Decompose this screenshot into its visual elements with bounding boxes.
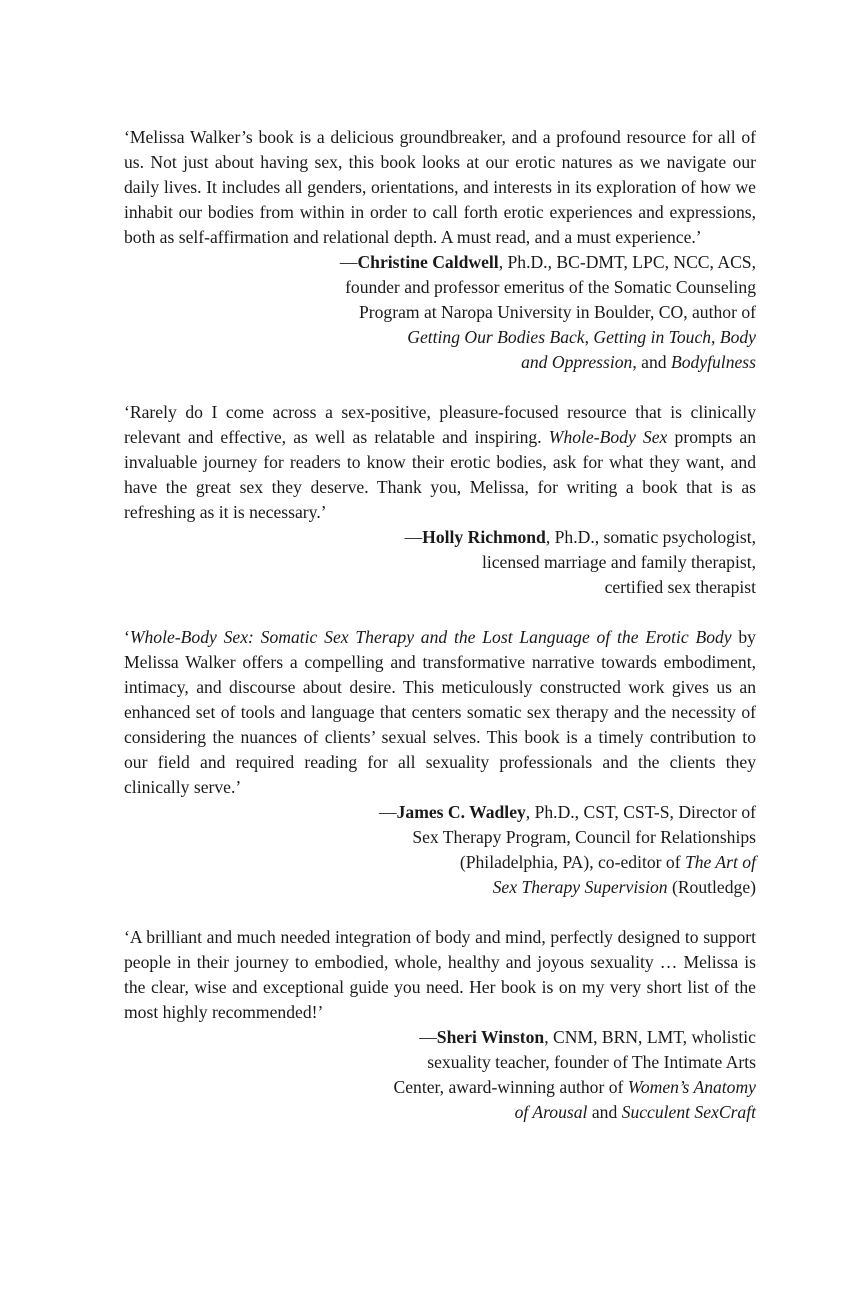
attribution-line: (Philadelphia, PA), co-editor of The Art of [459, 852, 756, 872]
book-title: Getting in Touch [593, 327, 712, 347]
endorsements-page [124, 125, 756, 1150]
book-title: Women’s Anatomy [627, 1077, 756, 1097]
attribution-books: Getting Our Bodies Back, Getting in Touch, Body [407, 327, 756, 347]
endorser-name: Christine Caldwell [357, 252, 499, 272]
attribution-books: of Arousal and Succulent SexCraft [514, 1102, 756, 1122]
book-title: Whole-Body Sex [548, 427, 668, 447]
endorsement-wadley [124, 625, 756, 900]
attribution-line: licensed marriage and family therapist, [481, 552, 756, 572]
attribution-line: founder and professor emeritus of the Somatic Counseling [345, 277, 756, 297]
attribution-line: sexuality teacher, founder of The Intimate Arts [427, 1052, 756, 1072]
endorsement-winston [124, 925, 756, 1125]
endorser-name: Sheri Winston [436, 1027, 545, 1047]
book-title: Whole-Body Sex: Somatic Sex Therapy and the Lost Language of the Erotic Body [129, 627, 732, 647]
attribution-line: Program at Naropa University in Boulder, CO, author of [358, 302, 756, 322]
book-title: and Oppression [521, 352, 633, 372]
endorsement-attribution: —Christine Caldwell, Ph.D., BC-DMT, LPC, NCC, ACS, [339, 252, 756, 272]
attribution-line: certified sex therapist [604, 577, 756, 597]
book-title: Succulent SexCraft [621, 1102, 756, 1122]
book-title: of Arousal [514, 1102, 588, 1122]
book-title: The Art of [684, 852, 756, 872]
endorsement-quote: ‘Rarely do I come across a sex-positive, pleasure-focused resource that is clinically relevant and effective, as well as relatable and inspiring. Whole-Body Sex prompts an invaluable journey for readers to know their erotic bodies, ask for what they want, and have the great sex they deserve. Thank you, Melissa, for writing a book that is as refreshing as it is necessary.’ [124, 402, 756, 522]
attribution-books: Sex Therapy Supervision (Routledge) [492, 877, 756, 897]
endorser-name: James C. Wadley [396, 802, 526, 822]
book-title: Bodyfulness [670, 352, 756, 372]
endorsement-attribution: —James C. Wadley, Ph.D., CST, CST-S, Director of [379, 802, 756, 822]
endorsement-attribution: —Holly Richmond, Ph.D., somatic psychologist, [404, 527, 756, 547]
attribution-line: Center, award-winning author of Women’s Anatomy [393, 1077, 756, 1097]
book-title: Sex Therapy Supervision [492, 877, 668, 897]
book-title: Getting Our Bodies Back [407, 327, 585, 347]
endorsement-quote: ‘Melissa Walker’s book is a delicious groundbreaker, and a profound resource for all of us. Not just about having sex, this book looks at our erotic natures as we navigate our daily lives. It includes all genders, orientations, and interests in its exploration of how we inhabit our bodies from within in order to call forth erotic experiences and expressions, both as self-affirmation and relational depth. A must read, and a must experience.’ [124, 127, 756, 247]
book-title: Body [719, 327, 756, 347]
attribution-books: and Oppression, and Bodyfulness [521, 352, 756, 372]
endorsement-quote: ‘A brilliant and much needed integration of body and mind, perfectly designed to support people in their journey to embodied, whole, healthy and joyous sexuality … Melissa is the clear, wise and exceptional guide you need. Her book is on my very short list of the most highly recommended!’ [124, 927, 756, 1022]
endorser-name: Holly Richmond [422, 527, 546, 547]
endorsement-quote: ‘Whole-Body Sex: Somatic Sex Therapy and the Lost Language of the Erotic Body by Melissa Walker offers a compelling and transformative narrative towards embodiment, intimacy, and discourse about desire. This meticulously constructed work gives us an enhanced set of tools and language that centers somatic sex therapy and the necessity of considering the nuances of clients’ sexual selves. This book is a timely contribution to our field and required reading for all sexuality professionals and the clients they clinically serve.’ [124, 627, 756, 797]
endorsement-attribution: —Sheri Winston, CNM, BRN, LMT, wholistic [419, 1027, 756, 1047]
endorsement-caldwell [124, 125, 756, 375]
attribution-line: Sex Therapy Program, Council for Relationships [412, 827, 756, 847]
endorsement-richmond [124, 400, 756, 600]
